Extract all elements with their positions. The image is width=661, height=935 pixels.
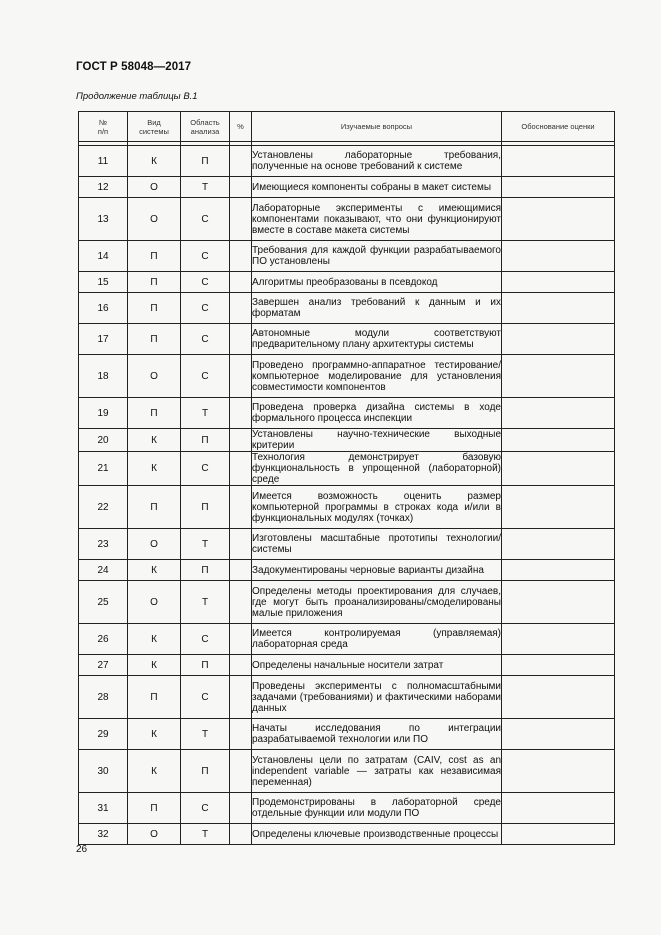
percent-cell [230, 560, 252, 581]
row-number: 18 [79, 355, 128, 398]
row-number: 32 [79, 824, 128, 845]
row-number: 28 [79, 676, 128, 719]
justification-cell [502, 655, 615, 676]
system-type: П [128, 676, 181, 719]
table-row [79, 146, 615, 177]
justification-cell [502, 398, 615, 429]
percent-cell [230, 177, 252, 198]
row-number: 13 [79, 198, 128, 241]
analysis-area: С [181, 355, 230, 398]
row-number: 16 [79, 293, 128, 324]
system-type: К [128, 624, 181, 655]
percent-cell [230, 793, 252, 824]
question-text: Установлены научно-технические выходные критерии [252, 429, 501, 451]
row-number: 29 [79, 719, 128, 750]
percent-cell [230, 486, 252, 529]
percent-cell [230, 624, 252, 655]
analysis-area: С [181, 793, 230, 824]
column-header-num: № п/п [79, 112, 128, 142]
question-text: Технология демонстрирует базовую функциональность в упрощенной (лабораторной) среде [252, 452, 501, 485]
table-row [79, 177, 615, 198]
justification-cell [502, 750, 615, 793]
system-type: К [128, 560, 181, 581]
row-number: 23 [79, 529, 128, 560]
percent-cell [230, 750, 252, 793]
justification-cell [502, 429, 615, 452]
table-row [79, 293, 615, 324]
percent-cell [230, 676, 252, 719]
system-type: О [128, 177, 181, 198]
row-number: 27 [79, 655, 128, 676]
table-continuation-caption: Продолжение таблицы В.1 [76, 91, 198, 102]
table-row [79, 560, 615, 581]
table-row [79, 581, 615, 624]
table-row [79, 676, 615, 719]
question-text: Проведены эксперименты с полномасштабными задачами (требованиями) и фактическими наборами данных [252, 676, 502, 719]
question-text: Лабораторные эксперименты с имеющимися компонентами показывают, что они функционируют вместе в составе макета системы [252, 198, 502, 241]
question-text: Имеется возможность оценить размер компьютерной программы в строках кода и/или в функциональных модулях (точках) [252, 486, 502, 529]
question-text: Начаты исследования по интеграции разрабатываемой технологии или ПО [252, 719, 502, 750]
justification-cell [502, 324, 615, 355]
row-number: 26 [79, 624, 128, 655]
question-text: Автономные модули соответствуют предварительному плану архитектуры системы [252, 324, 502, 355]
system-type: П [128, 486, 181, 529]
row-number: 22 [79, 486, 128, 529]
question-text: Проведена проверка дизайна системы в ходе формального процесса инспекции [252, 398, 502, 429]
analysis-area: С [181, 241, 230, 272]
justification-cell [502, 581, 615, 624]
system-type: О [128, 824, 181, 845]
justification-cell [502, 272, 615, 293]
justification-cell [502, 486, 615, 529]
analysis-area: Т [181, 177, 230, 198]
row-number: 24 [79, 560, 128, 581]
table-row [79, 398, 615, 429]
analysis-area: Т [181, 719, 230, 750]
column-header-percent: % [230, 112, 252, 142]
table-row [79, 355, 615, 398]
percent-cell [230, 146, 252, 177]
table-row [79, 324, 615, 355]
question-text: Имеется контролируемая (управляемая) лабораторная среда [252, 624, 502, 655]
percent-cell [230, 272, 252, 293]
system-type: П [128, 293, 181, 324]
analysis-area: Т [181, 398, 230, 429]
system-type: О [128, 355, 181, 398]
analysis-area: С [181, 324, 230, 355]
justification-cell [502, 676, 615, 719]
percent-cell [230, 241, 252, 272]
table-row [79, 198, 615, 241]
table-row [79, 655, 615, 676]
column-header-area: Область анализа [181, 112, 230, 142]
justification-cell [502, 452, 615, 486]
question-text: Алгоритмы преобразованы в псевдокод [252, 272, 502, 293]
system-type: П [128, 324, 181, 355]
justification-cell [502, 624, 615, 655]
row-number: 14 [79, 241, 128, 272]
table-row [79, 452, 615, 486]
percent-cell [230, 355, 252, 398]
system-type: О [128, 198, 181, 241]
column-header-justification: Обоснование оценки [502, 112, 615, 142]
table-row [79, 793, 615, 824]
table-row [79, 750, 615, 793]
analysis-area: С [181, 293, 230, 324]
question-text: Изготовлены масштабные прототипы технологии/системы [252, 529, 502, 560]
table-row [79, 486, 615, 529]
question-text: Требования для каждой функции разрабатываемого ПО установлены [252, 241, 502, 272]
system-type: О [128, 529, 181, 560]
table-row [79, 429, 615, 452]
justification-cell [502, 719, 615, 750]
question-text: Имеющиеся компоненты собраны в макет системы [252, 177, 502, 198]
analysis-area: П [181, 146, 230, 177]
row-number: 12 [79, 177, 128, 198]
analysis-area: Т [181, 581, 230, 624]
system-type: П [128, 398, 181, 429]
row-number: 25 [79, 581, 128, 624]
column-header-type: Вид системы [128, 112, 181, 142]
row-number: 17 [79, 324, 128, 355]
question-text: Завершен анализ требований к данным и их форматам [252, 293, 502, 324]
justification-cell [502, 824, 615, 845]
row-number: 20 [79, 429, 128, 452]
analysis-area: С [181, 452, 230, 486]
percent-cell [230, 198, 252, 241]
system-type: П [128, 272, 181, 293]
system-type: П [128, 241, 181, 272]
question-text: Продемонстрированы в лабораторной среде отдельные функции или модули ПО [252, 793, 502, 824]
analysis-area: Т [181, 824, 230, 845]
analysis-area: П [181, 560, 230, 581]
percent-cell [230, 293, 252, 324]
system-type: П [128, 793, 181, 824]
percent-cell [230, 719, 252, 750]
analysis-area: П [181, 486, 230, 529]
question-text: Задокументированы черновые варианты дизайна [252, 560, 502, 581]
table-row [79, 624, 615, 655]
question-text: Определены ключевые производственные процессы [252, 824, 502, 845]
question-text: Установлены цели по затратам (CAIV, cost as an independent variable — затраты как независимая переменная) [252, 750, 502, 793]
percent-cell [230, 452, 252, 486]
justification-cell [502, 560, 615, 581]
analysis-area: С [181, 676, 230, 719]
percent-cell [230, 529, 252, 560]
table-row [79, 529, 615, 560]
justification-cell [502, 793, 615, 824]
standard-designation: ГОСТ Р 58048—2017 [76, 61, 192, 73]
percent-cell [230, 824, 252, 845]
analysis-area: С [181, 198, 230, 241]
analysis-area: С [181, 272, 230, 293]
question-text: Проведено программно-аппаратное тестирование/компьютерное моделирование для установления совместимости компонентов [252, 355, 502, 398]
analysis-area: П [181, 655, 230, 676]
table-row [79, 824, 615, 845]
percent-cell [230, 324, 252, 355]
system-type: К [128, 452, 181, 486]
justification-cell [502, 146, 615, 177]
justification-cell [502, 177, 615, 198]
question-text: Определены начальные носители затрат [252, 655, 502, 676]
row-number: 30 [79, 750, 128, 793]
justification-cell [502, 198, 615, 241]
analysis-area: П [181, 750, 230, 793]
row-number: 11 [79, 146, 128, 177]
justification-cell [502, 355, 615, 398]
system-type: О [128, 581, 181, 624]
system-type: К [128, 146, 181, 177]
justification-cell [502, 241, 615, 272]
assessment-table [78, 111, 615, 845]
table-row [79, 719, 615, 750]
justification-cell [502, 293, 615, 324]
table-header-row [79, 112, 615, 142]
analysis-area: П [181, 429, 230, 452]
system-type: К [128, 719, 181, 750]
analysis-area: С [181, 624, 230, 655]
system-type: К [128, 750, 181, 793]
percent-cell [230, 429, 252, 452]
table-row [79, 241, 615, 272]
percent-cell [230, 581, 252, 624]
column-header-questions: Изучаемые вопросы [252, 112, 502, 142]
justification-cell [502, 529, 615, 560]
system-type: К [128, 429, 181, 452]
analysis-area: Т [181, 529, 230, 560]
question-text: Установлены лабораторные требования, полученные на основе требований к системе [252, 146, 502, 177]
row-number: 21 [79, 452, 128, 486]
percent-cell [230, 398, 252, 429]
row-number: 31 [79, 793, 128, 824]
row-number: 15 [79, 272, 128, 293]
question-text: Определены методы проектирования для случаев, где могут быть проанализированы/смоделированы малые приложения [252, 581, 502, 624]
row-number: 19 [79, 398, 128, 429]
table-row [79, 272, 615, 293]
system-type: К [128, 655, 181, 676]
percent-cell [230, 655, 252, 676]
page-number: 26 [76, 844, 88, 855]
